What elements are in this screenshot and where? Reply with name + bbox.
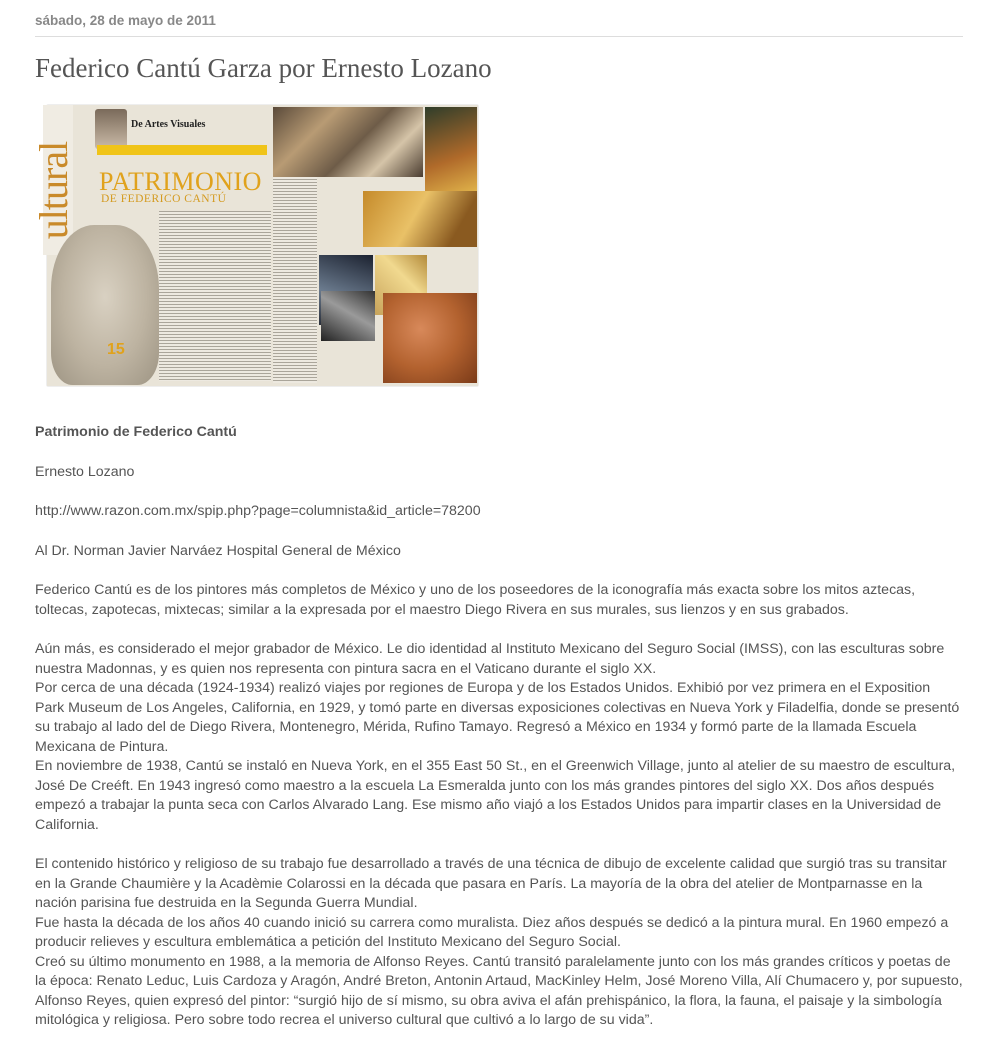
paragraph-7: Creó su último monumento en 1988, a la memoria de Alfonso Reyes. Cantú transitó paralelamente junto con los más grandes críticos y poetas de la época: Renato Leduc, Luis Cardoza y Aragón, André Breton, Antonin Artaud, MacKinley Helm, José Moreno Villa, Alí Chumacero y, por supuesto, Alfonso Reyes, quien expresó del pintor: “surgió hijo de sí mismo, su obra aviva el afán prehispánico, la flora, la fauna, el paisaje y la simbología mitológica y religiosa. Pero sobre todo recrea el universo cultural que cultivó a lo largo de su vida”.	[35, 953, 963, 1028]
mural-painting	[273, 107, 423, 177]
paragraph-6: Fue hasta la década de los años 40 cuando inició su carrera como muralista. Diez años después se dedicó a la pintura mural. En 1960 empezó a producir relieves y escultura emblemática a petición del Instituto Mexicano del Seguro Social.	[35, 914, 949, 950]
relief-sculpture	[383, 293, 477, 383]
paragraph-2: Aún más, es considerado el mejor grabador de México. Le dio identidad al Instituto Mexicano del Seguro Social (IMSS), con las esculturas sobre nuestra Madonnas, y es quien nos representa con pintura sacra en el Vaticano durante el siglo XX.	[35, 641, 945, 677]
post-body	[35, 423, 963, 1031]
paragraph-4: En noviembre de 1938, Cantú se instaló en Nueva York, en el 355 East 50 St., en el Greenwich Village, junto al atelier de su maestro de escultura, José De Creéft. En 1943 ingresó como maestro a la escuela La Esmeralda junto con los más grandes pintores del siglo XX. Dos años después empezó a trabajar la punta seca con Carlos Alvarado Lang. Ese mismo año viajó a los Estados Unidos para impartir clases en la Universidad de California.	[35, 758, 956, 833]
section-word-strip	[31, 105, 77, 255]
post-title	[35, 51, 963, 85]
page-number: 15	[107, 341, 125, 358]
article-author: Ernesto Lozano	[35, 463, 135, 480]
sculpture-photo	[51, 225, 159, 385]
paragraph-3: Por cerca de una década (1924-1934) realizó viajes por regiones de Europa y de los Estados Unidos. Exhibió por vez primera en el Exposition Park Museum de Los Angeles, California, en 1929, y tomó parte en diversas exposiciones colectivas en Nueva York y Filadelfia, donde se presentó su trabajo al lado del de Diego Rivera, Montenegro, Mérida, Rufino Tamayo. Regresó a México en 1934 y formó parte de la llamada Escuela Mexicana de Pintura.	[35, 680, 960, 755]
article-url: http://www.razon.com.mx/spip.php?page=columnista&id_article=78200	[35, 503, 481, 519]
magazine-headline: PATRIMONIO	[99, 167, 262, 196]
highlight-bar	[97, 145, 267, 155]
blog-post	[31, 0, 963, 1031]
photo-bw	[321, 291, 375, 341]
magazine-subheadline: DE FEDERICO CANTÚ	[101, 193, 227, 205]
article-heading: Patrimonio de Federico Cantú	[35, 424, 237, 440]
post-title-link[interactable]: Federico Cantú Garza por Ernesto Lozano	[35, 53, 492, 83]
post-date: sábado, 28 de mayo de 2011	[35, 0, 963, 37]
paragraph-1: Federico Cantú es de los pintores más completos de México y uno de los poseedores de la iconografía más exacta sobre los mitos aztecas, toltecas, zapotecas, mixtecas; similar a la expresada por el maestro Diego Rivera en sus murales, sus lienzos y en sus grabados.	[35, 582, 916, 618]
section-word: ultural	[31, 141, 77, 240]
painting-gold	[363, 191, 477, 247]
magazine-header: De Artes Visuales	[131, 119, 206, 130]
text-columns	[159, 211, 271, 381]
author-photo	[95, 109, 127, 149]
painting-portrait	[425, 107, 477, 192]
paragraph-5: El contenido histórico y religioso de su trabajo fue desarrollado a través de una técnica de dibujo de excelente calidad que surgió tras su transitar en la Grande Chaumière y la Acadèmie Colarossi en la década que pasara en París. La mayoría de la obra del atelier de Montparnasse en la nación parisina fue destruida en la Segunda Guerra Mundial.	[35, 856, 947, 911]
magazine-spread-image[interactable]	[31, 105, 478, 386]
text-columns-secondary	[273, 155, 317, 383]
article-dedication: Al Dr. Norman Javier Narváez Hospital General de México	[35, 542, 401, 559]
